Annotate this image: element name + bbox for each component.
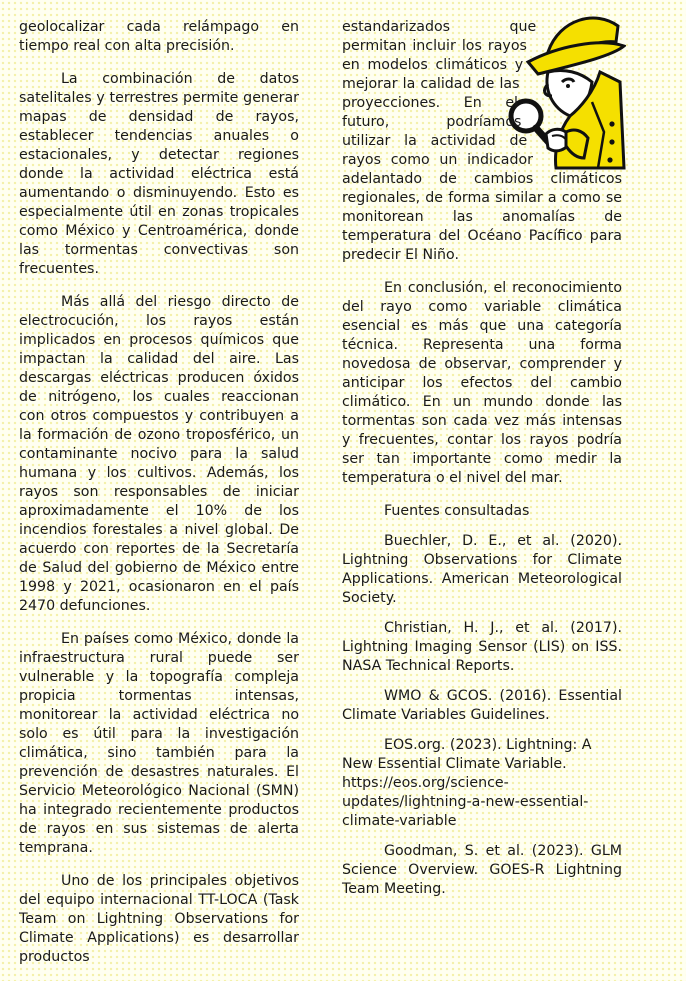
paragraph-standardized-products: estandarizados que permitan incluir los rayos en modelos climáticos y mejorar la calidad de las proyecciones. En el futuro, podríamos utilizar la actividad de rayos como un indicador adelantado de cambios climáticos regionales, de forma similar a como se monitorean las anomalías de temperatura del Océano Pacífico para predecir El Niño. [342, 18, 622, 265]
paragraph-conclusion: En conclusión, el reconocimiento del rayo como variable climática esencial es más que una categoría técnica. Representa una forma novedosa de observar, comprender y anticipar los efectos del cambio climático. En un mundo donde las tormentas son cada vez más intensas y frecuentes, contar los rayos podría ser tan importante como medir la temperatura o el nivel del mar. [342, 280, 622, 486]
paragraph-mexico-monitoring: En países como México, donde la infraestructura rural puede ser vulnerable y la topografía compleja propicia tormentas intensas, monitorear la actividad eléctrica no solo es útil para la investigación climática, sino también para la prevención de desastres naturales. El Servicio Meteorológico Nacional (SMN) ha integrado recientemente productos de rayos en sus sistemas de alerta temprana. [19, 631, 299, 856]
reference-item: Buechler, D. E., et al. (2020). Lightning Observations for Climate Applications. American Meteorological Society. [342, 533, 622, 606]
reference-item: WMO & GCOS. (2016). Essential Climate Variables Guidelines. [342, 688, 622, 723]
sources-heading: Fuentes consultadas [384, 503, 530, 519]
right-column [342, 18, 622, 910]
paragraph-air-quality: Más allá del riesgo directo de electrocución, los rayos están implicados en procesos químicos que impactan la calidad del aire. Las descargas eléctricas producen óxidos de nitrógeno, los cuales reaccionan con otros compuestos y contribuyen a la formación de ozono troposférico, un contaminante nocivo para la salud humana y los cultivos. Además, los rayos son responsables de iniciar aproximadamente el 10% de los incendios forestales a nivel global. De acuerdo con reportes de la Secretaría de Salud del gobierno de México entre 1998 y 2021, ocasionaron en el país 2470 defunciones. [19, 294, 299, 614]
reference-item: EOS.org. (2023). Lightning: A New Essential Climate Variable. https://eos.org/science-updates/lightning-a-new-essential-climate-variable [342, 737, 592, 829]
left-column [19, 18, 299, 981]
paragraph-satellite-terrestrial-data: La combinación de datos satelitales y terrestres permite generar mapas de densidad de rayos, establecer tendencias anuales o estacionales, y detectar regiones donde la actividad eléctrica está aumentando o disminuyendo. Esto es especialmente útil en zonas tropicales como México y Centroamérica, donde las tormentas convectivas son frecuentes. [19, 71, 299, 277]
detective-illustration [522, 12, 626, 170]
reference-item: Goodman, S. et al. (2023). GLM Science Overview. GOES-R Lightning Team Meeting. [342, 843, 622, 897]
paragraph-continuation: geolocalizar cada relámpago en tiempo real con alta precisión. [19, 19, 299, 54]
reference-item: Christian, H. J., et al. (2017). Lightning Imaging Sensor (LIS) on ISS. NASA Technical Reports. [342, 620, 622, 674]
paragraph-tt-loca: Uno de los principales objetivos del equipo internacional TT-LOCA (Task Team on Lightning Observations for Climate Applications) es desarrollar productos [19, 873, 299, 965]
